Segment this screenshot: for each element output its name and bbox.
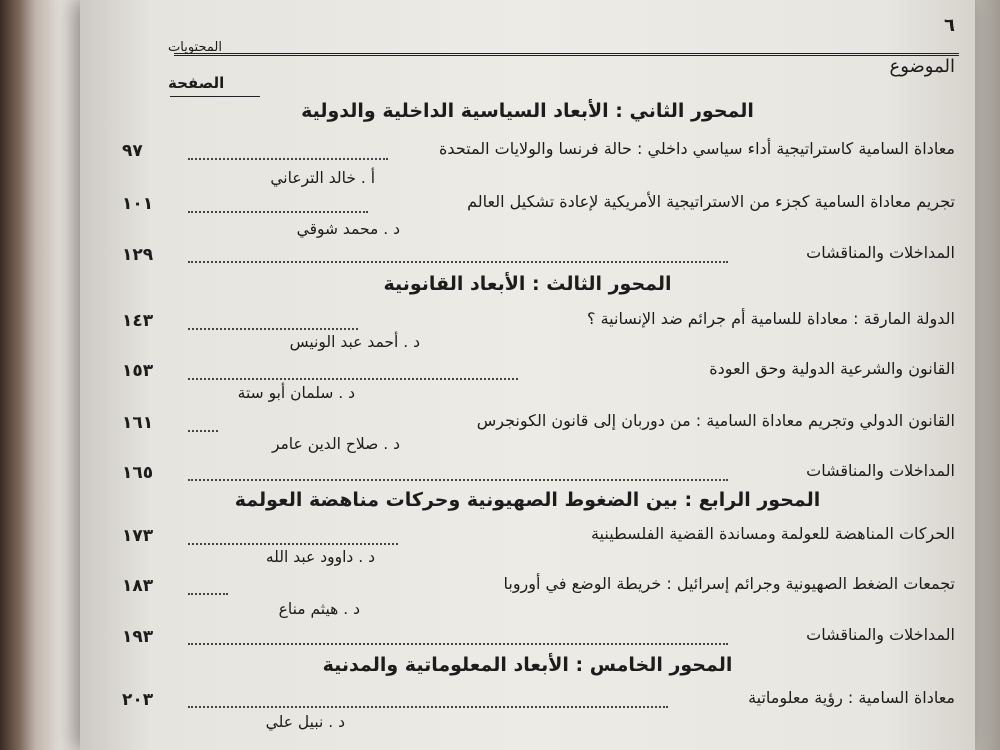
toc-page-number: ١٨٣	[122, 576, 154, 596]
toc-author: د . هيثم مناع	[278, 600, 360, 618]
header-rule	[174, 53, 959, 56]
toc-author: أ . خالد الترعاني	[270, 169, 375, 187]
toc-page-number: ١٦٥	[122, 463, 154, 483]
contents-page	[80, 0, 975, 750]
dot-leader	[188, 211, 368, 213]
dot-leader	[188, 479, 728, 481]
toc-entry-title: المداخلات والمناقشات	[806, 461, 955, 480]
toc-entry-title: القانون الدولي وتجريم معاداة السامية : من دوربان إلى قانون الكونجرس	[476, 411, 955, 430]
column-page-label: الصفحة	[168, 74, 225, 92]
toc-entry-title: تجمعات الضغط الصهيونية وجرائم إسرائيل : خريطة الوضع في أوروبا	[503, 574, 955, 593]
toc-author: د . صلاح الدين عامر	[271, 435, 400, 453]
toc-entry-title: القانون والشرعية الدولية وحق العودة	[709, 359, 955, 378]
section-heading: المحور الرابع : بين الضغوط الصهيونية وحركات مناهضة العولمة	[234, 489, 821, 511]
toc-entry-title: المداخلات والمناقشات	[806, 243, 955, 262]
toc-author: د . أحمد عبد الونيس	[289, 333, 420, 351]
dot-leader	[188, 328, 358, 330]
toc-entry-title: معاداة السامية كاستراتيجية أداء سياسي داخلي : حالة فرنسا والولايات المتحدة	[439, 139, 955, 158]
running-title: المحتويات	[168, 40, 222, 55]
toc-page-number: ١٢٩	[122, 245, 154, 265]
dot-leader	[188, 378, 518, 380]
toc-entry-title: المداخلات والمناقشات	[806, 625, 955, 644]
toc-author: د . سلمان أبو ستة	[237, 384, 355, 402]
dot-leader	[188, 430, 218, 432]
page-number: ٦	[944, 15, 955, 36]
section-heading: المحور الثاني : الأبعاد السياسية الداخلية والدولية	[301, 100, 754, 122]
toc-page-number: ١٩٣	[122, 627, 154, 647]
dot-leader	[188, 261, 728, 263]
dot-leader	[188, 158, 388, 160]
toc-page-number: ٢٠٣	[122, 690, 154, 710]
toc-page-number: ١٤٣	[122, 311, 154, 331]
dot-leader	[188, 543, 398, 545]
toc-entry-title: الحركات المناهضة للعولمة ومساندة القضية الفلسطينية	[590, 524, 955, 543]
toc-page-number: ١٠١	[122, 194, 154, 214]
toc-entry-title: معاداة السامية : رؤية معلوماتية	[748, 688, 955, 707]
toc-page-number: ١٧٣	[122, 526, 154, 546]
dot-leader	[188, 593, 228, 595]
toc-author: د . نبيل علي	[265, 713, 345, 731]
toc-author: د . محمد شوقي	[296, 220, 400, 238]
section-heading: المحور الثالث : الأبعاد القانونية	[383, 273, 672, 295]
toc-entry-title: الدولة المارقة : معاداة للسامية أم جرائم ضد الإنسانية ؟	[587, 309, 955, 328]
column-topic-label: الموضوع	[889, 56, 955, 77]
column-page-underline	[170, 96, 260, 97]
dot-leader	[188, 643, 728, 645]
toc-author: د . داوود عبد الله	[265, 548, 375, 566]
toc-entry-title: تجريم معاداة السامية كجزء من الاستراتيجية الأمريكية لإعادة تشكيل العالم	[467, 192, 955, 211]
toc-page-number: ١٥٣	[122, 361, 154, 381]
dot-leader	[188, 706, 668, 708]
toc-page-number: ١٦١	[122, 413, 154, 433]
section-heading: المحور الخامس : الأبعاد المعلوماتية والمدنية	[322, 654, 733, 676]
toc-page-number: ٩٧	[122, 141, 143, 161]
